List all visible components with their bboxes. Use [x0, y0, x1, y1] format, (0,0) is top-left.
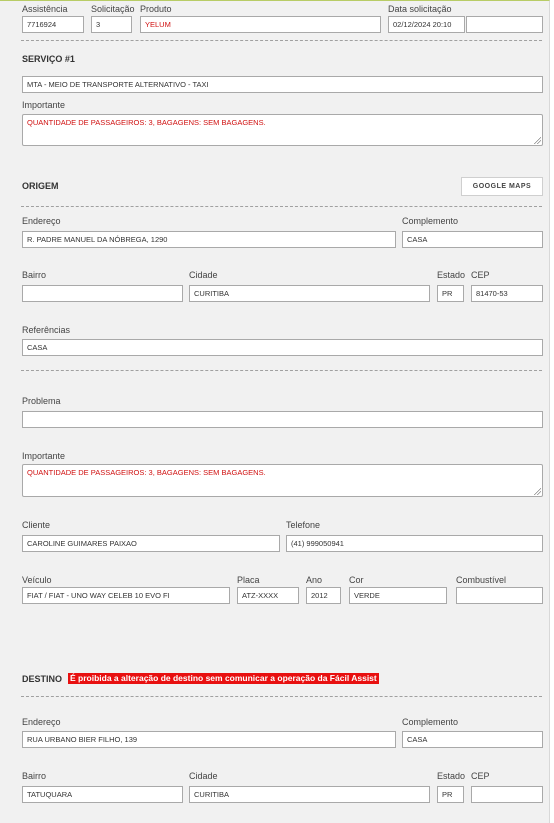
veiculo-label: Veículo [22, 575, 52, 585]
origem-cep-label: CEP [471, 270, 490, 280]
destino-estado-label: Estado [437, 771, 466, 781]
destino-cep-label: CEP [471, 771, 490, 781]
origem-endereco-label: Endereço [22, 216, 61, 226]
destino-complemento-label: Complemento [402, 717, 459, 727]
destino-estado-field[interactable]: PR [437, 786, 464, 803]
ano-label: Ano [306, 575, 323, 585]
detalhes-importante-text: QUANTIDADE DE PASSAGEIROS: 3, BAGAGENS: SEM BAGAGENS. [27, 468, 266, 477]
placa-field[interactable]: ATZ-XXXX [237, 587, 299, 604]
divider [21, 206, 542, 207]
servico-importante-label: Importante [22, 100, 66, 110]
combustivel-label: Combustível [456, 575, 507, 585]
produto-label: Produto [140, 4, 172, 14]
origem-bairro-field[interactable] [22, 285, 183, 302]
origem-cidade-label: Cidade [189, 270, 218, 280]
ano-field[interactable]: 2012 [306, 587, 341, 604]
cliente-field[interactable]: CAROLINE GUIMARES PAIXAO [22, 535, 280, 552]
origem-cidade-field[interactable]: CURITIBA [189, 285, 430, 302]
cor-label: Cor [349, 575, 364, 585]
destino-complemento-field[interactable]: CASA [402, 731, 543, 748]
data-solicitacao-label: Data solicitação [388, 4, 452, 14]
origem-complemento-label: Complemento [402, 216, 459, 226]
origem-bairro-label: Bairro [22, 270, 47, 280]
combustivel-field[interactable] [456, 587, 543, 604]
servico-importante-textarea[interactable] [22, 114, 543, 146]
origem-cep-field[interactable]: 81470-53 [471, 285, 543, 302]
cor-field[interactable]: VERDE [349, 587, 447, 604]
detalhes-importante-label: Importante [22, 451, 66, 461]
problema-field[interactable] [22, 411, 543, 428]
assistencia-field[interactable]: 7716924 [22, 16, 84, 33]
servico-field[interactable]: MTA - MEIO DE TRANSPORTE ALTERNATIVO - TAXI [22, 76, 543, 93]
origem-complemento-field[interactable]: CASA [402, 231, 543, 248]
resize-grip-icon[interactable] [534, 137, 541, 144]
origem-referencias-field[interactable]: CASA [22, 339, 543, 356]
cliente-label: Cliente [22, 520, 51, 530]
veiculo-field[interactable]: FIAT / FIAT - UNO WAY CELEB 10 EVO FI [22, 587, 230, 604]
produto-field[interactable]: YELUM [140, 16, 381, 33]
assistencia-label: Assistência [22, 4, 68, 14]
destino-bairro-label: Bairro [22, 771, 47, 781]
servico-title: SERVIÇO #1 [22, 54, 75, 64]
solicitacao-label: Solicitação [91, 4, 135, 14]
destino-title: DESTINO [22, 674, 63, 684]
telefone-label: Telefone [286, 520, 321, 530]
data-extra-field[interactable] [466, 16, 543, 33]
divider [21, 40, 542, 41]
origem-title: ORIGEM [22, 181, 59, 191]
divider [21, 696, 542, 697]
origem-endereco-field[interactable]: R. PADRE MANUEL DA NÓBREGA, 1290 [22, 231, 396, 248]
detalhes-importante-textarea[interactable] [22, 464, 543, 497]
origem-estado-label: Estado [437, 270, 466, 280]
telefone-field[interactable]: (41) 999050941 [286, 535, 543, 552]
destino-bairro-field[interactable]: TATUQUARA [22, 786, 183, 803]
destino-cidade-label: Cidade [189, 771, 218, 781]
destino-cep-field[interactable] [471, 786, 543, 803]
divider [21, 370, 542, 371]
origem-referencias-label: Referências [22, 325, 71, 335]
problema-label: Problema [22, 396, 61, 406]
destino-endereco-label: Endereço [22, 717, 61, 727]
resize-grip-icon[interactable] [534, 488, 541, 495]
servico-importante-text: QUANTIDADE DE PASSAGEIROS: 3, BAGAGENS: SEM BAGAGENS. [27, 118, 266, 127]
destino-endereco-field[interactable]: RUA URBANO BIER FILHO, 139 [22, 731, 396, 748]
data-solicitacao-field[interactable]: 02/12/2024 20:10 [388, 16, 465, 33]
destino-warning-badge: É proibida a alteração de destino sem comunicar a operação da Fácil Assist [70, 673, 377, 683]
destino-cidade-field[interactable]: CURITIBA [189, 786, 430, 803]
origem-estado-field[interactable]: PR [437, 285, 464, 302]
placa-label: Placa [237, 575, 260, 585]
google-maps-button[interactable]: GOOGLE MAPS [461, 177, 543, 196]
solicitacao-field[interactable]: 3 [91, 16, 132, 33]
